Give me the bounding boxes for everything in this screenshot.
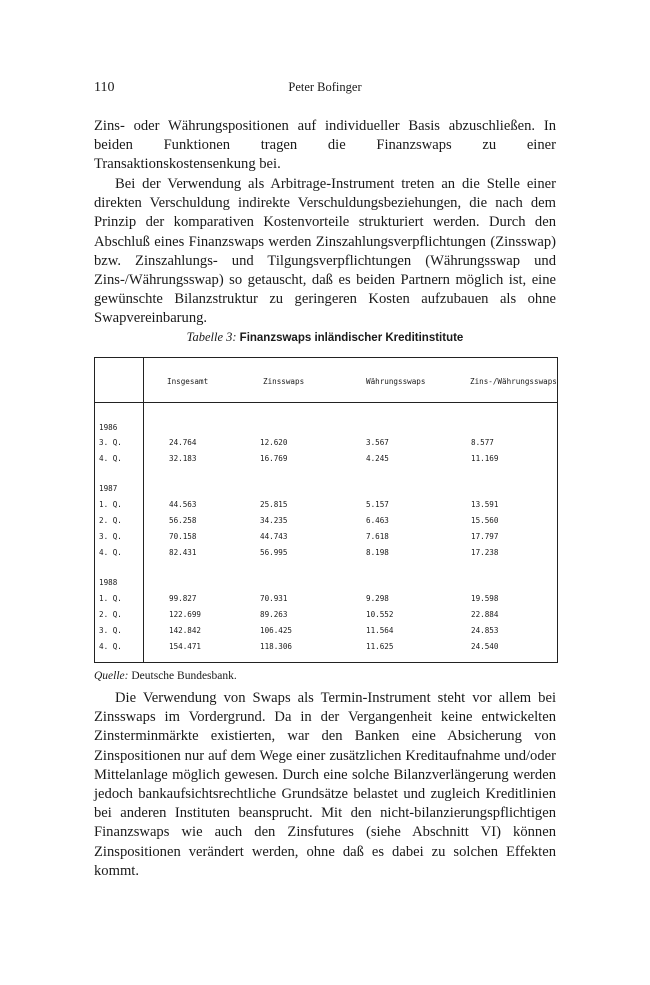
table-cell: 3.567 xyxy=(366,438,389,447)
table-cell: 6.463 xyxy=(366,516,389,525)
row-label: 1986 xyxy=(99,423,118,432)
table-cell: 8.198 xyxy=(366,548,389,557)
table-cell: 7.618 xyxy=(366,532,389,541)
table-cell: 34.235 xyxy=(260,516,288,525)
source-text: Deutsche Bundesbank. xyxy=(131,670,237,682)
running-head: Peter Bofinger xyxy=(288,80,362,94)
paragraph-3: Die Verwendung von Swaps als Termin-Instrument steht vor allem bei Zinsswaps im Vordergrund. Da in der Vergangenheit keine entwickelten Zinsterminmärkte existierten, war den Banken eine Absicherung von Zinspositionen nur auf dem Wege einer zusätzlichen Kreditaufnahme und/oder Mittelanlage möglich gewesen. Durch eine solche Bilanzverlängerung werden jedoch bankaufsichtsrechtliche Grundsätze belastet und zugleich Kreditlinien bei anderen Instituten beansprucht. Mit den nicht-bilanzierungspflichtigen Finanzswaps wie auch den Zinsfutures (siehe Abschnitt VI) können Zinspositionen verändert werden, ohne daß es dabei zu solchen Effekten kommt. xyxy=(94,690,556,879)
table-cell: 17.797 xyxy=(471,532,499,541)
table-cell: 10.552 xyxy=(366,610,394,619)
table-cell: 9.298 xyxy=(366,594,389,603)
paragraph-2: Bei der Verwendung als Arbitrage-Instrument treten an die Stelle einer direkten Verschuldung indirekte Verschuldungsbeziehungen, die nach dem Prinzip der komparativen Kostenvorteile strukturiert werden. Durch den Abschluß eines Finanzswaps werden Zinszahlungsverpflichtungen (Zinsswap) bzw. Zinszahlungs- und Tilgungsverpflichtungen (Währungsswap und Zins-/Währungsswap) so getauscht, daß es beiden Partnern möglich ist, eine gewünschte Bilanzstruktur zu geringeren Kosten aufzubauen als ohne Swapvereinbarung. xyxy=(94,176,556,327)
table-cell: 56.258 xyxy=(169,516,197,525)
table-header-divider xyxy=(95,402,557,403)
table-cell: 44.563 xyxy=(169,500,197,509)
table-cell: 5.157 xyxy=(366,500,389,509)
row-label: 1. Q. xyxy=(99,500,122,509)
table-cell: 122.699 xyxy=(169,610,202,619)
table-cell: 32.183 xyxy=(169,454,197,463)
page-header xyxy=(94,80,556,98)
table-cell: 44.743 xyxy=(260,532,288,541)
table-caption-label: Tabelle 3: xyxy=(186,330,237,344)
row-label: 4. Q. xyxy=(99,454,122,463)
table-cell: 56.995 xyxy=(260,548,288,557)
table-cell: 8.577 xyxy=(471,438,494,447)
table-cell: 118.306 xyxy=(260,642,293,651)
table-cell: 142.842 xyxy=(169,626,202,635)
table-cell: 15.560 xyxy=(471,516,499,525)
row-label: 4. Q. xyxy=(99,642,122,651)
table-caption-title: Finanzswaps inländischer Kreditinstitute xyxy=(239,332,464,344)
column-header-zinsswaps: Zinsswaps xyxy=(263,377,305,386)
row-label: 1. Q. xyxy=(99,594,122,603)
table-cell: 70.931 xyxy=(260,594,288,603)
row-label: 1987 xyxy=(99,484,118,493)
table-cell: 11.625 xyxy=(366,642,394,651)
table-column-divider xyxy=(143,358,144,662)
table-cell: 82.431 xyxy=(169,548,197,557)
table-cell: 24.540 xyxy=(471,642,499,651)
row-label: 3. Q. xyxy=(99,626,122,635)
table-cell: 11.169 xyxy=(471,454,499,463)
table-cell: 13.591 xyxy=(471,500,499,509)
row-label: 1988 xyxy=(99,578,118,587)
table-cell: 19.598 xyxy=(471,594,499,603)
table-caption xyxy=(94,330,556,345)
column-header-waehrungsswaps: Währungsswaps xyxy=(366,377,426,386)
page-number: 110 xyxy=(94,80,115,95)
table-cell: 24.764 xyxy=(169,438,197,447)
row-label: 3. Q. xyxy=(99,438,122,447)
column-header-zins-waehrungsswaps: Zins-/Währungsswaps xyxy=(470,377,557,386)
table-cell: 106.425 xyxy=(260,626,293,635)
table-cell: 99.827 xyxy=(169,594,197,603)
row-label: 3. Q. xyxy=(99,532,122,541)
table-cell: 11.564 xyxy=(366,626,394,635)
table-cell: 17.238 xyxy=(471,548,499,557)
table-cell: 89.263 xyxy=(260,610,288,619)
table-cell: 70.158 xyxy=(169,532,197,541)
paragraph-1: Zins- oder Währungspositionen auf individueller Basis abzuschließen. In beiden Funktionen tragen die Finanzswaps zu einer Transaktionskostensenkung bei. xyxy=(94,118,556,173)
table-cell: 4.245 xyxy=(366,454,389,463)
table-cell: 24.853 xyxy=(471,626,499,635)
table-cell: 154.471 xyxy=(169,642,202,651)
column-header-insgesamt: Insgesamt xyxy=(167,377,209,386)
swap-table xyxy=(94,357,558,663)
table-cell: 16.769 xyxy=(260,454,288,463)
row-label: 4. Q. xyxy=(99,548,122,557)
table-cell: 12.620 xyxy=(260,438,288,447)
table-source xyxy=(94,670,237,682)
row-label: 2. Q. xyxy=(99,610,122,619)
table-cell: 22.884 xyxy=(471,610,499,619)
table-cell: 25.815 xyxy=(260,500,288,509)
row-label: 2. Q. xyxy=(99,516,122,525)
source-label: Quelle: xyxy=(94,670,129,682)
